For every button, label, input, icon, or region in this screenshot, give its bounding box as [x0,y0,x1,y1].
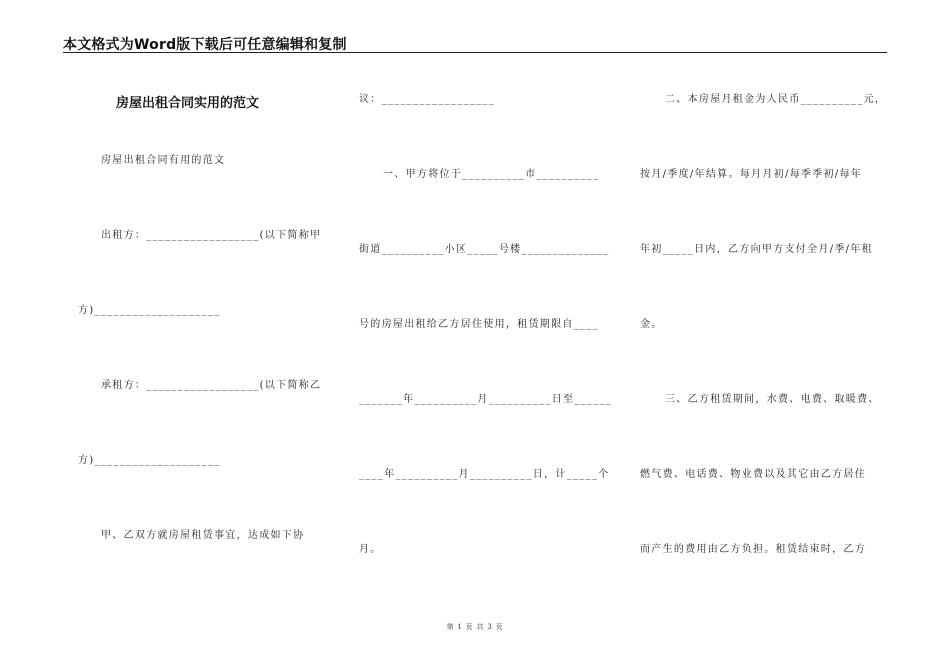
header-divider [63,52,887,53]
col1-line-6: 甲、乙双方就房屋租赁事宜，达成如下协 [101,530,305,541]
document-title: 房屋出租合同实用的范文 [116,96,260,111]
col1-line-3: 方)____________________ [78,305,221,316]
col2-line-7: 月。 [359,544,382,555]
col2-line-6: ____年__________月__________日，计_____个 [359,469,610,480]
document-header-title: 本文格式为Word版下载后可任意编辑和复制 [63,37,347,53]
col3-line-6: 燃气费、电话费、物业费以及其它由乙方居住 [640,469,866,480]
col1-line-4: 承租方：__________________(以下简称乙 [101,380,322,391]
col3-line-3: 年初_____日内，乙方向甲方支付全月/季/年租 [640,244,873,255]
col1-line-5: 方)____________________ [78,455,221,466]
page-number-footer: 第 1 页 共 3 页 [446,623,504,631]
col2-line-5: _______年__________月__________日至______ [359,394,613,405]
col1-line-2: 出租方：__________________(以下简称甲 [101,230,322,241]
col3-line-4: 金。 [640,319,663,330]
col2-line-3: 街道__________小区_____号楼______________ [359,244,610,255]
col2-line-2: 一、甲方将位于__________市__________ [383,169,600,180]
col2-line-4: 号的房屋出租给乙方居住使用，租赁期限自____ [359,319,599,330]
col3-line-7: 而产生的费用由乙方负担。租赁结束时，乙方 [640,544,866,555]
col3-line-5: 三、乙方租赁期间，水费、电费、取暖费、 [665,394,880,405]
col2-line-1: 议：__________________ [359,94,495,105]
col1-line-1: 房屋出租合同有用的范文 [101,155,226,166]
col3-line-2: 按月/季度/年结算。每月月初/每季季初/每年 [640,169,863,180]
col3-line-1: 二、本房屋月租金为人民币__________元， [665,94,887,105]
